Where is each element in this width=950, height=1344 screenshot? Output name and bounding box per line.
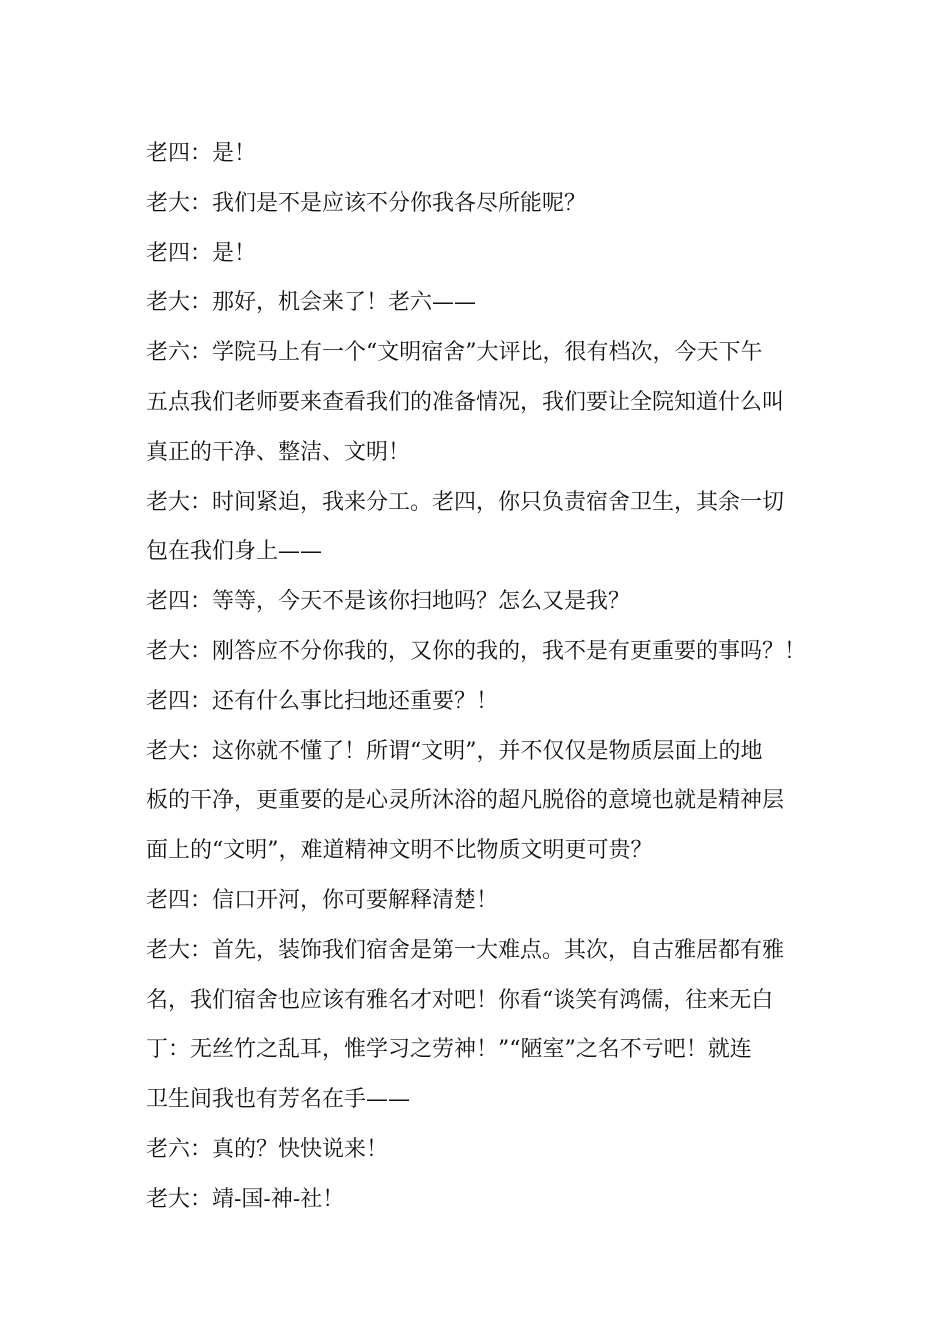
- text-line: 老大：首先，装饰我们宿舍是第一大难点。其次，自古雅居都有雅: [146, 937, 785, 963]
- text-line: 老六：学院马上有一个“文明宿舍”大评比，很有档次，今天下午: [146, 340, 763, 366]
- text-line: 老四：信口开河，你可要解释清楚！: [146, 887, 499, 913]
- text-line: 面上的“文明”，难道精神文明不比物质文明更可贵？: [146, 838, 653, 864]
- text-line: 老四：是！: [146, 141, 257, 166]
- text-line: 老四：等等，今天不是该你扫地吗？怎么又是我？: [146, 589, 631, 615]
- text-line: 老四：还有什么事比扫地还重要？！: [146, 688, 499, 714]
- text-line: 丁：无丝竹之乱耳，惟学习之劳神！”“陋室”之名不亏吧！就连: [146, 1037, 752, 1063]
- text-line: 老四：是！: [146, 240, 257, 266]
- text-line: 卫生间我也有芳名在手——: [146, 1087, 411, 1113]
- text-line: 真正的干净、整洁、文明！: [146, 439, 411, 465]
- text-line: 老大：那好，机会来了！老六——: [146, 290, 477, 316]
- text-line: 老六：真的？快快说来！: [146, 1136, 389, 1162]
- text-line: 五点我们老师要来查看我们的准备情况，我们要让全院知道什么叫: [146, 389, 785, 415]
- text-line: 老大：我们是不是应该不分你我各尽所能呢？: [146, 190, 587, 216]
- text-line: 板的干净，更重要的是心灵所沐浴的超凡脱俗的意境也就是精神层: [146, 788, 785, 814]
- text-line: 老大：这你就不懂了！所谓“文明”，并不仅仅是物质层面上的地: [146, 738, 763, 764]
- text-line: 老大：靖-国-神-社！: [146, 1186, 345, 1212]
- text-line: 名，我们宿舍也应该有雅名才对吧！你看“谈笑有鸿儒，往来无白: [146, 987, 774, 1013]
- text-line: 老大：刚答应不分你我的，又你的我的，我不是有更重要的事吗？！: [146, 638, 807, 664]
- dialogue-text: [146, 129, 810, 1225]
- text-line: 老大：时间紧迫，我来分工。老四，你只负责宿舍卫生，其余一切: [146, 489, 785, 515]
- text-line: 包在我们身上——: [146, 539, 323, 565]
